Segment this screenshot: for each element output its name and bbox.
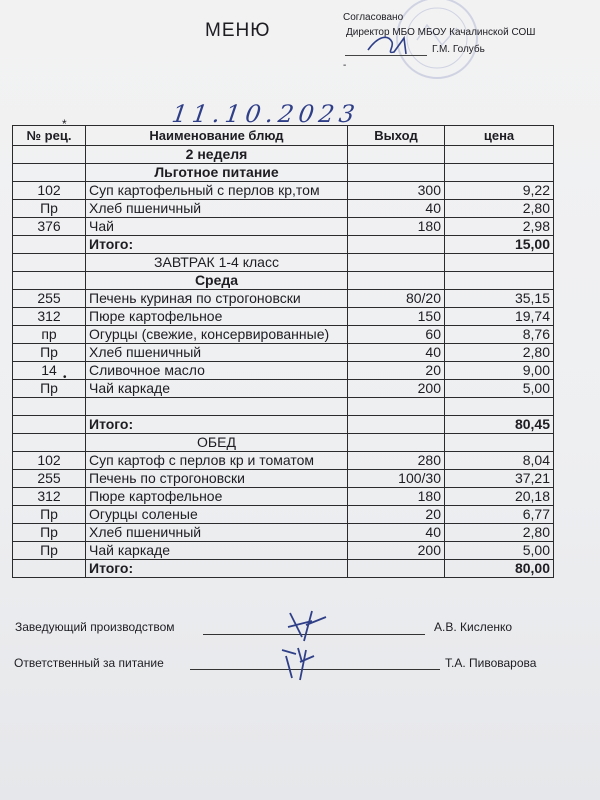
section-heading: ЗАВТРАК 1-4 класс: [86, 254, 348, 272]
empty-cell: [445, 398, 554, 416]
portion-output: 300: [348, 182, 445, 200]
total-label: Итого:: [86, 416, 348, 434]
table-row: [13, 416, 554, 434]
empty-cell: [13, 164, 86, 182]
total-price: 80,00: [445, 560, 554, 578]
empty-cell: [13, 254, 86, 272]
dish-price: 35,15: [445, 290, 554, 308]
table-row: [13, 506, 554, 524]
dish-name: Пюре картофельное: [86, 308, 348, 326]
dish-name: Печень куриная по строгоновски: [86, 290, 348, 308]
table-row: [13, 290, 554, 308]
empty-cell: [348, 434, 445, 452]
dish-name: Хлеб пшеничный: [86, 524, 348, 542]
empty-cell: [13, 416, 86, 434]
empty-cell: [13, 434, 86, 452]
recipe-number: 255: [13, 470, 86, 488]
total-label: Итого:: [86, 560, 348, 578]
approval-director: Директор МБО МБОУ Качалинской СОШ: [346, 27, 536, 38]
section-heading: 2 неделя: [86, 146, 348, 164]
empty-cell: [348, 560, 445, 578]
total-price: 15,00: [445, 236, 554, 254]
dish-name: Огурцы соленые: [86, 506, 348, 524]
empty-cell: [13, 560, 86, 578]
column-header: цена: [445, 126, 554, 146]
portion-output: 200: [348, 542, 445, 560]
recipe-number: 102: [13, 182, 86, 200]
recipe-number: Пр: [13, 200, 86, 218]
empty-cell: [445, 272, 554, 290]
recipe-number: 102: [13, 452, 86, 470]
recipe-number: 376: [13, 218, 86, 236]
dish-price: 6,77: [445, 506, 554, 524]
production-manager-label: Заведующий производством: [15, 620, 175, 634]
handwritten-dot: •: [63, 372, 67, 383]
portion-output: 180: [348, 218, 445, 236]
approval-name: Г.М. Голубь: [432, 44, 485, 55]
portion-output: 20: [348, 362, 445, 380]
empty-cell: [348, 146, 445, 164]
dish-price: 37,21: [445, 470, 554, 488]
dish-price: 19,74: [445, 308, 554, 326]
dish-name: Хлеб пшеничный: [86, 200, 348, 218]
table-row: [13, 362, 554, 380]
table-row: [13, 398, 554, 416]
total-price: 80,45: [445, 416, 554, 434]
section-heading: Среда: [86, 272, 348, 290]
section-heading: ОБЕД: [86, 434, 348, 452]
empty-cell: [348, 236, 445, 254]
handwritten-mark: *: [62, 117, 67, 131]
dish-name: Чай: [86, 218, 348, 236]
dish-price: 8,04: [445, 452, 554, 470]
table-row: [13, 524, 554, 542]
table-row: [13, 254, 554, 272]
approval-dash: -: [343, 60, 347, 71]
total-label: Итого:: [86, 236, 348, 254]
portion-output: 100/30: [348, 470, 445, 488]
table-row: [13, 146, 554, 164]
portion-output: 200: [348, 380, 445, 398]
nutrition-responsible-label: Ответственный за питание: [14, 656, 164, 670]
portion-output: 40: [348, 200, 445, 218]
director-signature: [358, 28, 428, 60]
empty-cell: [445, 146, 554, 164]
recipe-number: Пр: [13, 380, 86, 398]
dish-price: 2,98: [445, 218, 554, 236]
table-row: [13, 470, 554, 488]
table-row: [13, 542, 554, 560]
table-row: [13, 380, 554, 398]
empty-cell: [348, 398, 445, 416]
table-row: [13, 488, 554, 506]
column-header: Наименование блюд: [86, 126, 348, 146]
column-header: Выход: [348, 126, 445, 146]
table-row: [13, 272, 554, 290]
nutrition-responsible-signature: [272, 642, 322, 684]
empty-cell: [445, 164, 554, 182]
dish-price: 8,76: [445, 326, 554, 344]
table-row: [13, 344, 554, 362]
portion-output: 40: [348, 524, 445, 542]
portion-output: 20: [348, 506, 445, 524]
dish-price: 20,18: [445, 488, 554, 506]
menu-table: [12, 125, 554, 578]
portion-output: 60: [348, 326, 445, 344]
table-row: [13, 326, 554, 344]
empty-cell: [13, 146, 86, 164]
production-manager-name: А.В. Кисленко: [434, 620, 513, 634]
empty-cell: [13, 272, 86, 290]
table-row: [13, 236, 554, 254]
empty-cell: [13, 398, 86, 416]
empty-cell: [445, 254, 554, 272]
dish-name: Чай каркаде: [86, 380, 348, 398]
recipe-number: 312: [13, 488, 86, 506]
page-title: МЕНЮ: [205, 20, 271, 41]
dish-name: Пюре картофельное: [86, 488, 348, 506]
recipe-number: Пр: [13, 506, 86, 524]
dish-name: Хлеб пшеничный: [86, 344, 348, 362]
empty-cell: [348, 272, 445, 290]
recipe-number: пр: [13, 326, 86, 344]
dish-price: 9,00: [445, 362, 554, 380]
dish-name: Печень по строгоновски: [86, 470, 348, 488]
portion-output: 150: [348, 308, 445, 326]
dish-price: 9,22: [445, 182, 554, 200]
dish-price: 2,80: [445, 344, 554, 362]
dish-name: Суп картофельный с перлов кр,том: [86, 182, 348, 200]
nutrition-responsible-name: Т.А. Пивоварова: [445, 656, 537, 670]
empty-cell: [445, 434, 554, 452]
recipe-number: 312: [13, 308, 86, 326]
empty-cell: [348, 416, 445, 434]
portion-output: 80/20: [348, 290, 445, 308]
table-row: [13, 164, 554, 182]
dish-name: Огурцы (свежие, консервированные): [86, 326, 348, 344]
production-manager-signature: [282, 607, 332, 645]
table-row: [13, 200, 554, 218]
empty-cell: [86, 398, 348, 416]
approval-caption: Согласовано: [343, 12, 404, 23]
table-row: [13, 308, 554, 326]
recipe-number: Пр: [13, 524, 86, 542]
recipe-number: Пр: [13, 542, 86, 560]
table-row: [13, 218, 554, 236]
table-row: [13, 434, 554, 452]
section-heading: Льготное питание: [86, 164, 348, 182]
recipe-number: Пр: [13, 344, 86, 362]
dish-price: 2,80: [445, 524, 554, 542]
dish-name: Суп картоф с перлов кр и томатом: [86, 452, 348, 470]
column-header: № рец.: [13, 126, 86, 146]
portion-output: 40: [348, 344, 445, 362]
dish-name: Чай каркаде: [86, 542, 348, 560]
dish-price: 2,80: [445, 200, 554, 218]
dish-price: 5,00: [445, 380, 554, 398]
empty-cell: [348, 254, 445, 272]
portion-output: 280: [348, 452, 445, 470]
table-row: [13, 182, 554, 200]
dish-price: 5,00: [445, 542, 554, 560]
recipe-number: 255: [13, 290, 86, 308]
table-header-row: [13, 126, 554, 146]
recipe-number: 14: [13, 362, 86, 380]
empty-cell: [13, 236, 86, 254]
dish-name: Сливочное масло: [86, 362, 348, 380]
empty-cell: [348, 164, 445, 182]
table-row: [13, 452, 554, 470]
portion-output: 180: [348, 488, 445, 506]
menu-date: 11.10.2023: [170, 100, 362, 128]
table-row: [13, 560, 554, 578]
